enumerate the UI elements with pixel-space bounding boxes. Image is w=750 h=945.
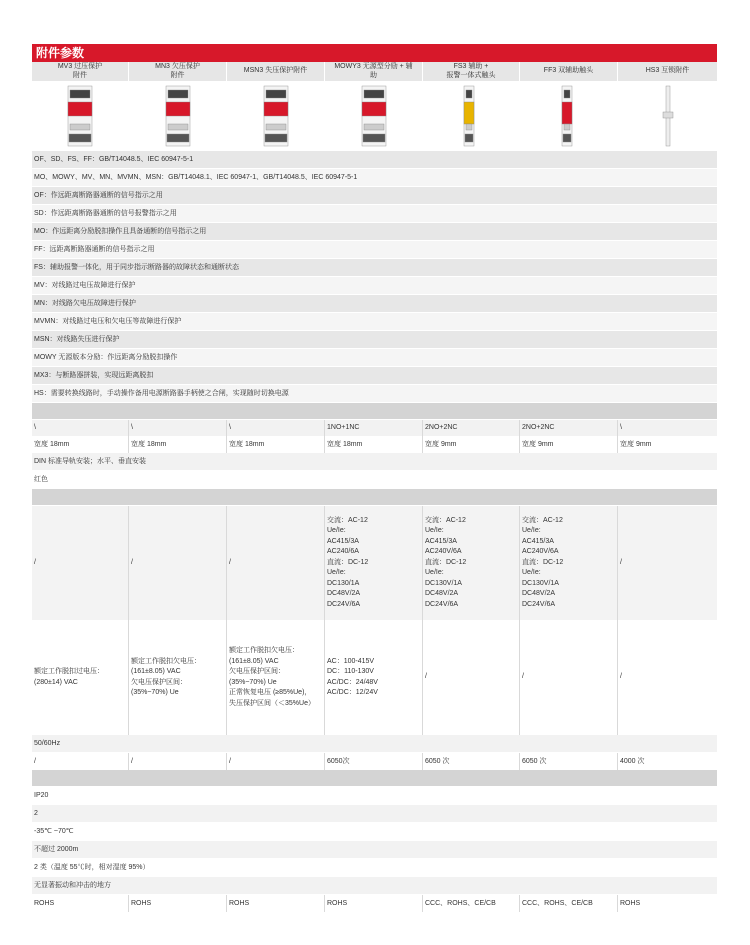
divider-band xyxy=(32,403,717,420)
column-header: MSN3 失压保护附件 xyxy=(227,62,325,81)
divider-band-3 xyxy=(32,770,717,787)
voltage-rating-cell: / xyxy=(520,620,618,735)
mechanical-life-cell: 6050 次 xyxy=(423,753,520,770)
product-image-cell xyxy=(618,81,717,151)
certification-cell: CCC、ROHS、CE/CB xyxy=(520,895,618,912)
frequency-row: 50/60Hz xyxy=(32,735,717,753)
width-cell: 宽度 9mm xyxy=(618,436,717,453)
product-image-cell xyxy=(423,81,520,151)
contact-rating-cell: / xyxy=(618,506,717,620)
overvoltage-module-icon xyxy=(67,84,93,148)
certification-cell: ROHS xyxy=(129,895,227,912)
section-title: 附件参数 xyxy=(32,44,717,62)
certification-cell: ROHS xyxy=(32,895,129,912)
voltage-rating-cell: AC：100-415V DC：110-130V AC/DC：24/48V AC/DC：12/24V xyxy=(325,620,423,735)
mechanical-life-cell: / xyxy=(227,753,325,770)
standard-line: MV：对线路过电压故障进行保护 xyxy=(32,277,717,295)
standard-line: HS：需要转换线路时，手动操作备用电源断路器手柄使之合闸，实现随时切换电源 xyxy=(32,385,717,403)
voltage-rating-row xyxy=(32,620,717,735)
header-row xyxy=(32,62,717,81)
certification-cell: ROHS xyxy=(325,895,423,912)
contact-rating-cell: / xyxy=(129,506,227,620)
width-cell: 宽度 18mm xyxy=(325,436,423,453)
product-image-cell xyxy=(129,81,227,151)
standard-line: MSN：对线路失压进行保护 xyxy=(32,331,717,349)
voltage-rating-cell: / xyxy=(618,620,717,735)
mechanical-life-cell: 6050次 xyxy=(325,753,423,770)
standard-line: SD：作远距离断路器通断的信号报警指示之用 xyxy=(32,205,717,223)
standard-line: MN：对线路欠电压故障进行保护 xyxy=(32,295,717,313)
mounting-row: DIN 标准导轨安装；水平、垂直安装 xyxy=(32,453,717,471)
interlock-icon xyxy=(660,84,676,148)
temperature-row: -35℃ ~70℃ xyxy=(32,823,717,841)
width-cell: 宽度 9mm xyxy=(423,436,520,453)
mechanical-life-cell: 4000 次 xyxy=(618,753,717,770)
product-image-cell xyxy=(32,81,129,151)
shunt-aux-module-icon xyxy=(361,84,387,148)
aux-alarm-contact-icon xyxy=(463,84,479,148)
width-cell: 宽度 18mm xyxy=(129,436,227,453)
pollution-row: 2 xyxy=(32,805,717,823)
contact-config-cell: \ xyxy=(129,420,227,436)
contact-rating-cell: / xyxy=(32,506,129,620)
widths-row xyxy=(32,436,717,453)
voltage-rating-cell: 额定工作脱扣过电压： (280±14) VAC xyxy=(32,620,129,735)
standard-line: MOWY 无源版本分励：作远距离分励脱扣操作 xyxy=(32,349,717,367)
color-row: 红色 xyxy=(32,471,717,489)
contact-rating-cell: / xyxy=(227,506,325,620)
divider-band-2 xyxy=(32,489,717,506)
life-row xyxy=(32,753,717,770)
contact-rating-cell: 交流：AC-12 Ue/Ie: AC415/3A AC240V/6A 直流：DC-12 Ue/Ie: DC130V/1A DC48V/2A DC24V/6A xyxy=(520,506,618,620)
certification-cell: CCC、ROHS、CE/CB xyxy=(423,895,520,912)
contacts-row xyxy=(32,420,717,436)
product-image-cell xyxy=(520,81,618,151)
standard-line: FS：辅助报警一体化，用于同步指示断路器的故障状态和通断状态 xyxy=(32,259,717,277)
standard-line: FF：远距离断路器通断的信号指示之用 xyxy=(32,241,717,259)
contact-config-cell: \ xyxy=(618,420,717,436)
undervoltage-module-icon xyxy=(165,84,191,148)
column-header: MN3 欠压保护 附件 xyxy=(129,62,227,81)
mechanical-life-cell: 6050 次 xyxy=(520,753,618,770)
width-cell: 宽度 18mm xyxy=(32,436,129,453)
protection-row: IP20 xyxy=(32,787,717,805)
altitude-row: 不超过 2000m xyxy=(32,841,717,859)
standard-line: OF、SD、FS、FF：GB/T14048.5、IEC 60947-5-1 xyxy=(32,151,717,169)
certification-row xyxy=(32,895,717,912)
voltage-loss-module-icon xyxy=(263,84,289,148)
column-header: FF3 双辅助触头 xyxy=(520,62,618,81)
voltage-rating-cell: / xyxy=(423,620,520,735)
mechanical-life-cell: / xyxy=(32,753,129,770)
contact-config-cell: 2NO+2NC xyxy=(520,420,618,436)
product-image-cell xyxy=(325,81,423,151)
environment-row: 无显著振动和冲击的地方 xyxy=(32,877,717,895)
width-cell: 宽度 18mm xyxy=(227,436,325,453)
standard-line: MVMN：对线路过电压和欠电压等故障进行保护 xyxy=(32,313,717,331)
column-header: FS3 辅助 + 报警一体式触头 xyxy=(423,62,520,81)
certification-cell: ROHS xyxy=(227,895,325,912)
standard-line: MO：作远距离分励脱扣操作且具备通断的信号指示之用 xyxy=(32,223,717,241)
contact-rating-row xyxy=(32,506,717,620)
product-image-row xyxy=(32,81,717,151)
voltage-rating-cell: 额定工作脱扣欠电压： (161±8.05) VAC 欠电压保护区间： (35%~70%) Ue xyxy=(129,620,227,735)
accessory-parameters-table xyxy=(32,44,717,912)
contact-rating-cell: 交流：AC-12 Ue/Ie: AC415/3A AC240/6A 直流：DC-12 Ue/Ie: DC130/1A DC48V/2A DC24V/6A xyxy=(325,506,423,620)
certification-cell: ROHS xyxy=(618,895,717,912)
mechanical-life-cell: / xyxy=(129,753,227,770)
standards-section xyxy=(32,151,717,403)
double-aux-contact-icon xyxy=(561,84,577,148)
contact-config-cell: 1NO+1NC xyxy=(325,420,423,436)
contact-config-cell: \ xyxy=(32,420,129,436)
standard-line: OF：作远距离断路器通断的信号指示之用 xyxy=(32,187,717,205)
contact-config-cell: 2NO+2NC xyxy=(423,420,520,436)
column-header: HS3 互锁附件 xyxy=(618,62,717,81)
product-image-cell xyxy=(227,81,325,151)
contact-config-cell: \ xyxy=(227,420,325,436)
humidity-row: 2 类（温度 55℃时，相对湿度 95%） xyxy=(32,859,717,877)
column-header: MV3 过压保护 附件 xyxy=(32,62,129,81)
standard-line: MX3：与断路器拼装，实现远距离脱扣 xyxy=(32,367,717,385)
contact-rating-cell: 交流：AC-12 Ue/Ie: AC415/3A AC240V/6A 直流：DC-12 Ue/Ie: DC130V/1A DC48V/2A DC24V/6A xyxy=(423,506,520,620)
column-header: MOWY3 无源型分励 + 辅 助 xyxy=(325,62,423,81)
voltage-rating-cell: 额定工作脱扣欠电压： (161±8.05) VAC 欠电压保护区间： (35%~70%) Ue 正常恢复电压 (≥85%Ue)， 失压保护区间（＜35%Ue） xyxy=(227,620,325,735)
width-cell: 宽度 9mm xyxy=(520,436,618,453)
standard-line: MO、MOWY、MV、MN、MVMN、MSN：GB/T14048.1、IEC 60947-1、GB/T14048.5、IEC 60947-5-1 xyxy=(32,169,717,187)
